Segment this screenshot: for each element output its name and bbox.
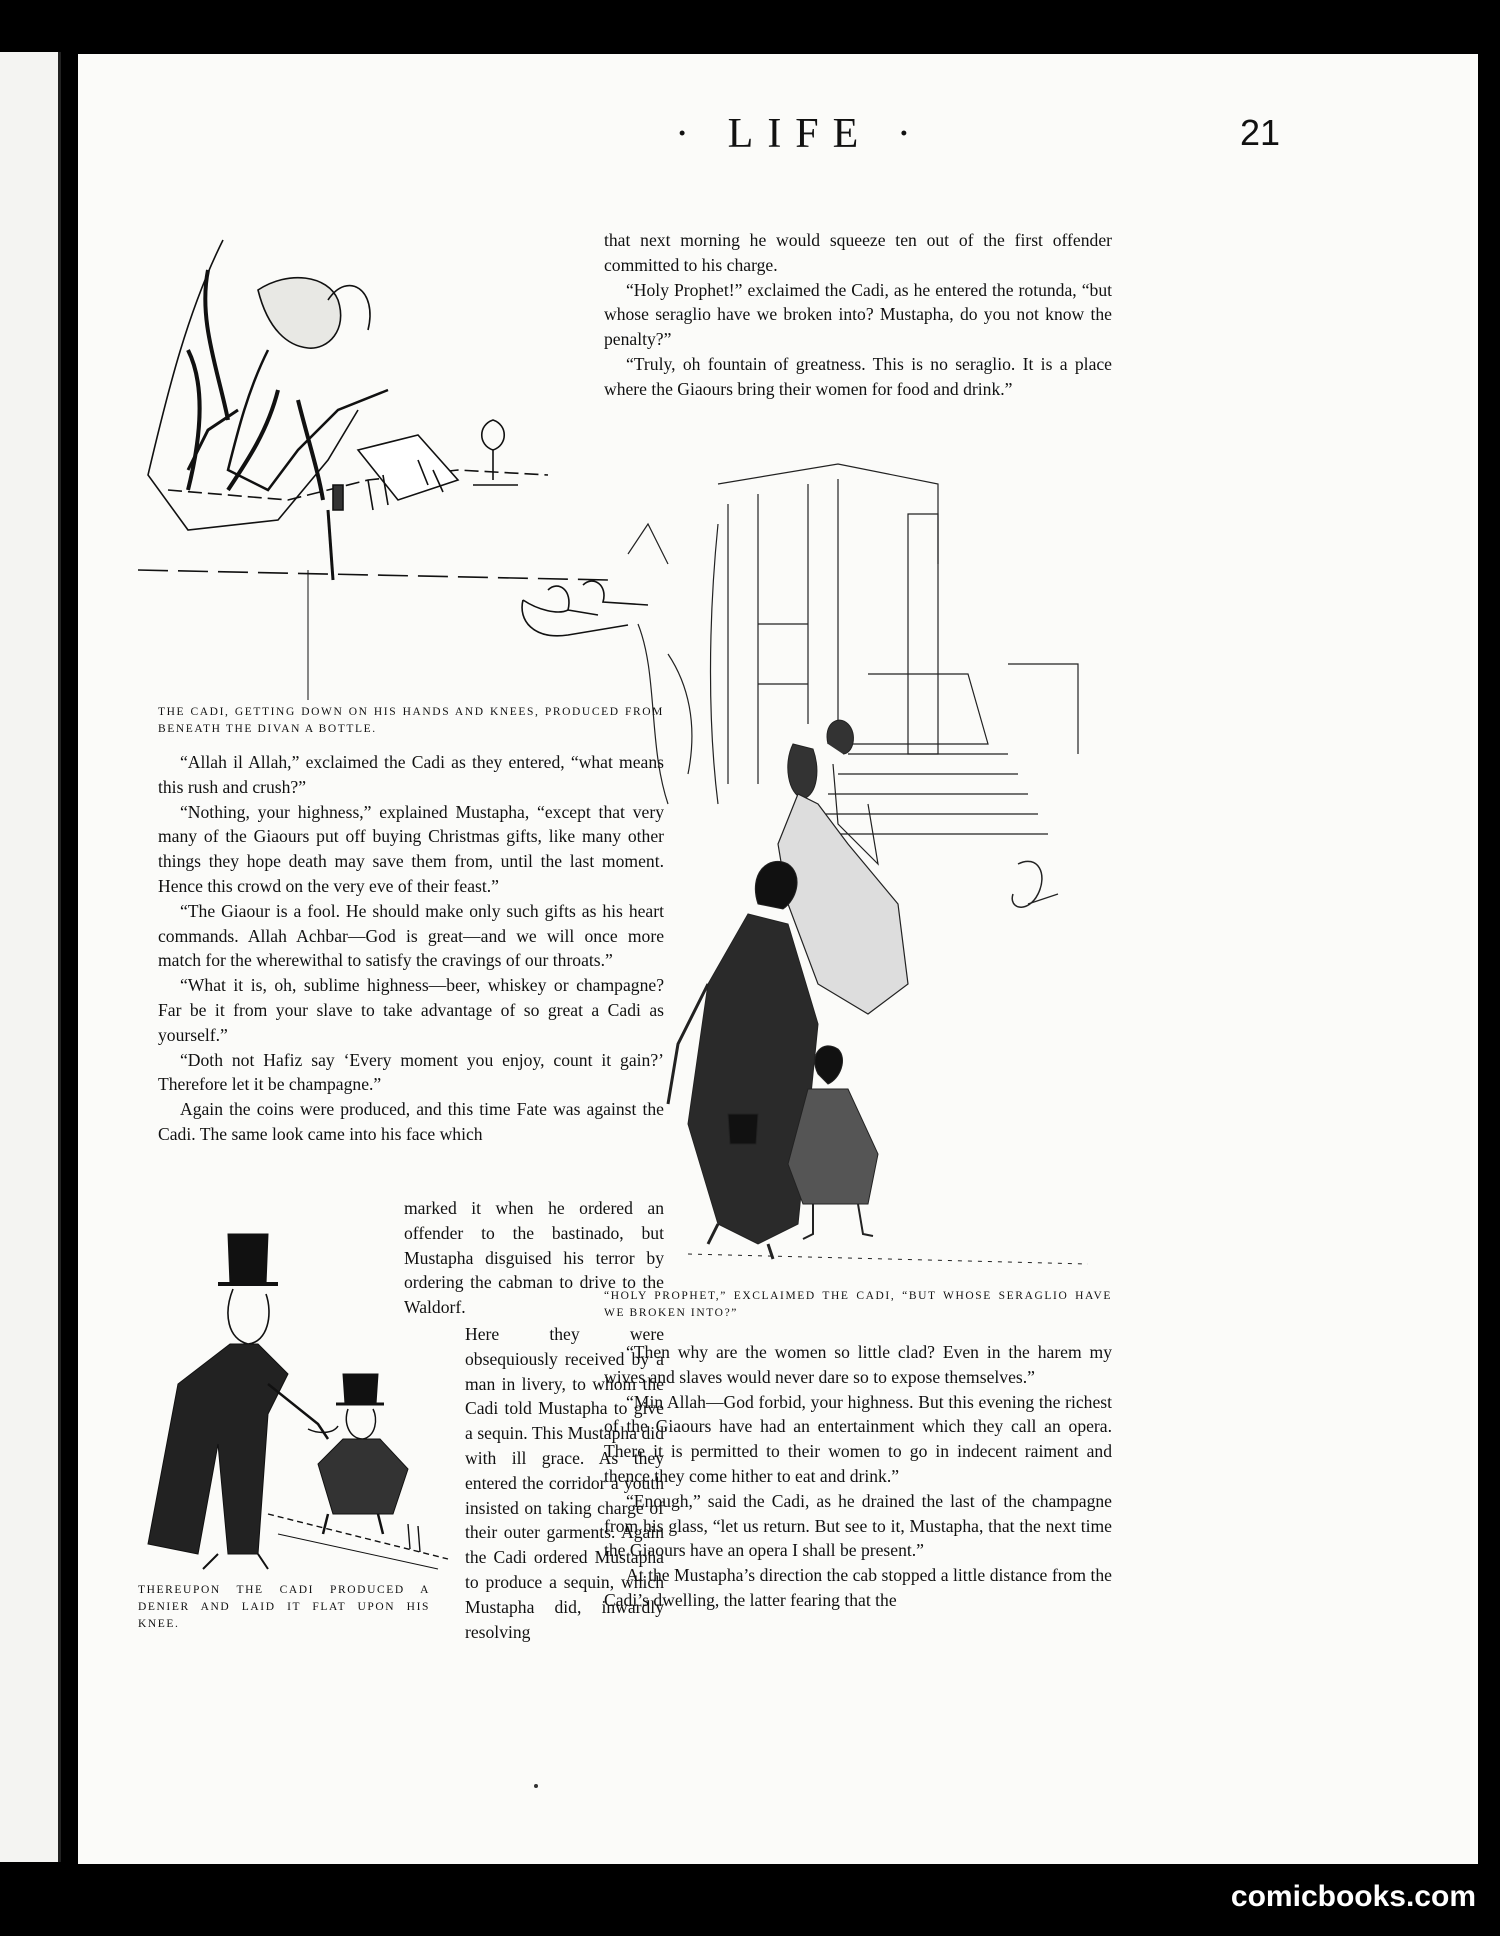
illustration-cadi-denier [118,1214,458,1574]
paragraph: “The Giaour is a fool. He should make only such gifts as his heart commands. Allah Achbar—God is great—and we will once more match for the wherewithal to satisfy the cravings of our throats.” [158,900,664,971]
illustration-rotunda [608,424,1112,1274]
watermark-brand: comicbooks.com [1230,1880,1476,1913]
magazine-page [78,54,1478,1864]
paragraph: “Nothing, your highness,” explained Mustapha, “except that very many of the Giaours put off buying Christmas gifts, like many other things they hope death may save them from, until the last moment. Hence this crowd on the very eve of their feast.” [158,801,664,896]
right-column-top-text [604,228,1112,402]
paragraph: “Then why are the women so little clad? Even in the harem my wives and slaves would never dare so to expose themselves.” [604,1342,1112,1387]
magazine-title: · LIFE · [675,111,925,157]
caption-rotunda: “HOLY PROPHET,” EXCLAIMED THE CADI, “BUT WHOSE SERAGLIO HAVE WE BROKEN INTO?” [604,1290,1112,1319]
caption-cadi-denier: THEREUPON THE CADI PRODUCED A DENIER AND LAID IT FLAT UPON HIS KNEE. [138,1584,430,1630]
paragraph: “Enough,” said the Cadi, as he drained the last of the champagne from his glass, “let us return. But see to it, Mustapha, that the next time the Giaours have an opera I shall be present.” [604,1490,1112,1561]
paragraph: “Allah il Allah,” exclaimed the Cadi as they entered, “what means this rush and crush?” [158,752,664,797]
paragraph: Here they were obsequiously received by a man in livery, to whom the Cadi told Mustapha to give a sequin. This Mustapha did with ill grace. As they entered the corridor a youth insisted on taking charge of their outer garments. Again the Cadi ordered Mustapha to produce a sequin, which Mustapha did, inwardly resolving [465,1324,664,1642]
right-column-bottom-text [604,1340,1112,1613]
paragraph: At the Mustapha’s direction the cab stopped a little distance from the Cadi’s dwelling, the latter fearing that the [604,1565,1112,1610]
paragraph: marked it when he ordered an offender to the bastinado, but Mustapha disguised his terror by ordering the cabman to drive to the Waldorf. [404,1198,664,1318]
paragraph: “Doth not Hafiz say ‘Every moment you enjoy, count it gain?’ Therefore let it be champagne.” [158,1049,664,1095]
paragraph: “What it is, oh, sublime highness—beer, whiskey or champagne? Far be it from your slave to take advantage of so great a Cadi as yourself.” [158,975,664,1045]
illustration-cadi-bottle [128,230,668,720]
previous-page-edge [0,52,61,1862]
paragraph: Again the coins were produced, and this time Fate was against the Cadi. The same look came into his face which [158,1099,664,1144]
paragraph: “Truly, oh fountain of greatness. This is no seraglio. It is a place where the Giaours bring their women for food and drink.” [604,353,1112,399]
caption-cadi-bottle: THE CADI, GETTING DOWN ON HIS HANDS AND KNEES, PRODUCED FROM BENEATH THE DIVAN A BOTTLE. [158,706,664,735]
paragraph: “Min Allah—God forbid, your highness. But this evening the richest of the Giaours have had an entertainment which they call an opera. There it is permitted to their women to go in indecent raiment and thence they come hither to eat and drink.” [604,1391,1112,1486]
page-speck [534,1784,538,1788]
page-number: 21 [1240,112,1281,153]
paragraph: that next morning he would squeeze ten out of the first offender committed to his charge. [604,230,1112,275]
paragraph: “Holy Prophet!” exclaimed the Cadi, as he entered the rotunda, “but whose seraglio have we broken into? Mustapha, do you not know the penalty?” [604,279,1112,350]
left-column-text [158,750,664,1147]
